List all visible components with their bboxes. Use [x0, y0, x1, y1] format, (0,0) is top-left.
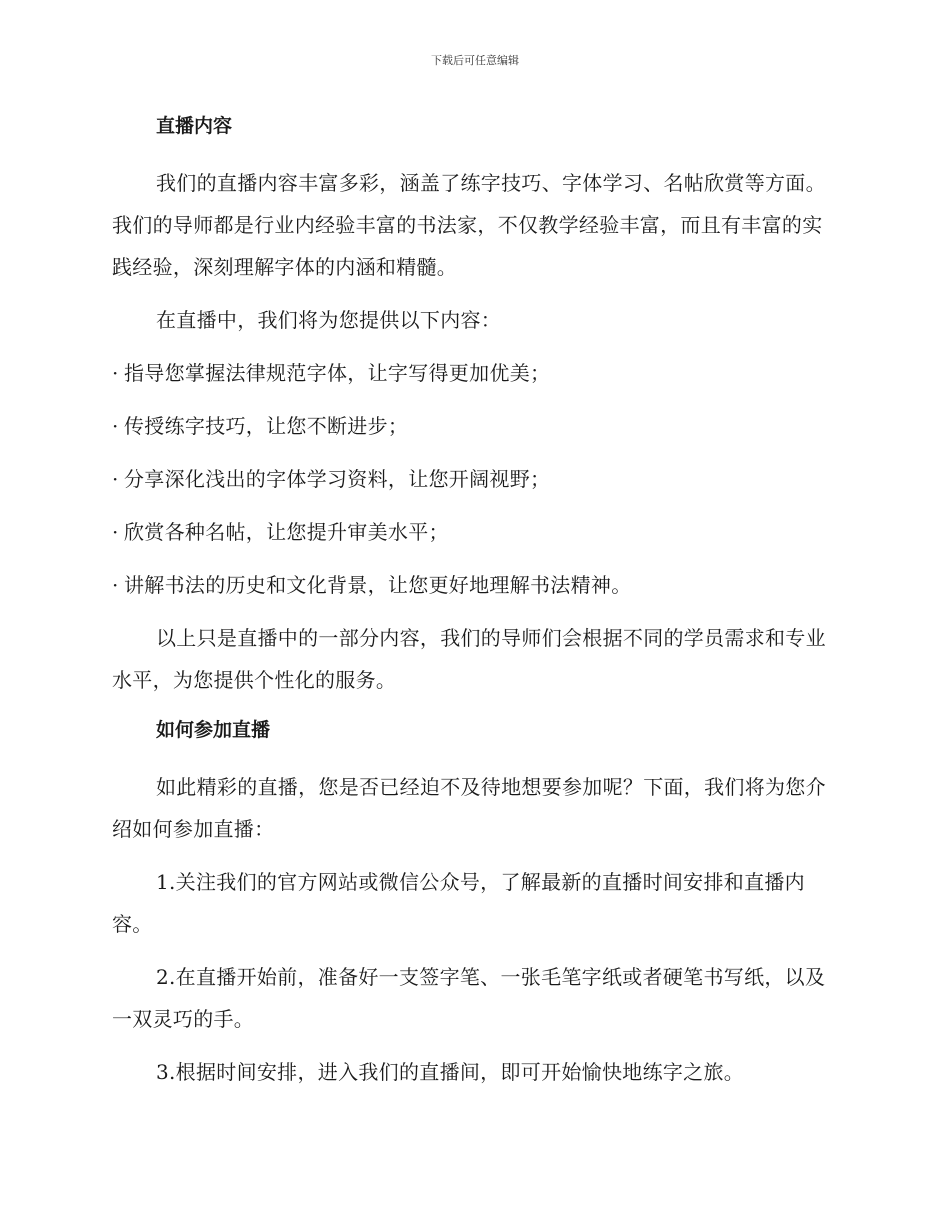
bullet-dot: · — [112, 467, 119, 491]
section-heading-live-content: 直播内容 — [156, 115, 233, 137]
list-item-text: 讲解书法的历史和文化背景，让您更好地理解书法精神。 — [124, 573, 632, 597]
bullet-dot: · — [112, 414, 119, 438]
list-item-text: 分享深化浅出的字体学习资料，让您开阔视野； — [124, 467, 551, 491]
paragraph-intro: 我们的直播内容丰富多彩，涵盖了练字技巧、字体学习、名帖欣赏等方面。我们的导师都是行业内经验丰富的书法家，不仅教学经验丰富，而且有丰富的实践经验，深刻理解字体的内涵和精髓。 — [112, 171, 826, 279]
step-item: 2.在直播开始前，准备好一支签字笔、一张毛笔字纸或者硬笔书写纸，以及一双灵巧的手。 — [112, 965, 826, 1031]
list-item-text: 传授练字技巧，让您不断进步； — [124, 414, 409, 438]
list-item-text: 指导您掌握法律规范字体，让字写得更加优美； — [124, 361, 551, 385]
paragraph-join-intro: 如此精彩的直播，您是否已经迫不及待地想要参加呢？下面，我们将为您介绍如何参加直播： — [112, 775, 826, 841]
document-body — [112, 108, 832, 1104]
list-item — [112, 458, 832, 500]
bullet-dot: · — [112, 573, 119, 597]
step-item: 1.关注我们的官方网站或微信公众号，了解最新的直播时间安排和直播内容。 — [112, 870, 805, 936]
bullet-dot: · — [112, 361, 119, 385]
paragraph-lead: 在直播中，我们将为您提供以下内容： — [156, 308, 502, 332]
section-heading-how-to-join: 如何参加直播 — [156, 719, 271, 741]
bullet-dot: · — [112, 520, 119, 544]
list-item — [112, 511, 832, 553]
list-item — [112, 564, 832, 606]
paragraph-closing: 以上只是直播中的一部分内容，我们的导师们会根据不同的学员需求和专业水平，为您提供个性化的服务。 — [112, 626, 826, 692]
page-header-note: 下载后可任意编辑 — [431, 54, 519, 67]
step-item: 3.根据时间安排，进入我们的直播间，即可开始愉快地练字之旅。 — [156, 1060, 745, 1084]
list-item — [112, 405, 832, 447]
list-item-text: 欣赏各种名帖，让您提升审美水平； — [124, 520, 449, 544]
list-item — [112, 352, 832, 394]
